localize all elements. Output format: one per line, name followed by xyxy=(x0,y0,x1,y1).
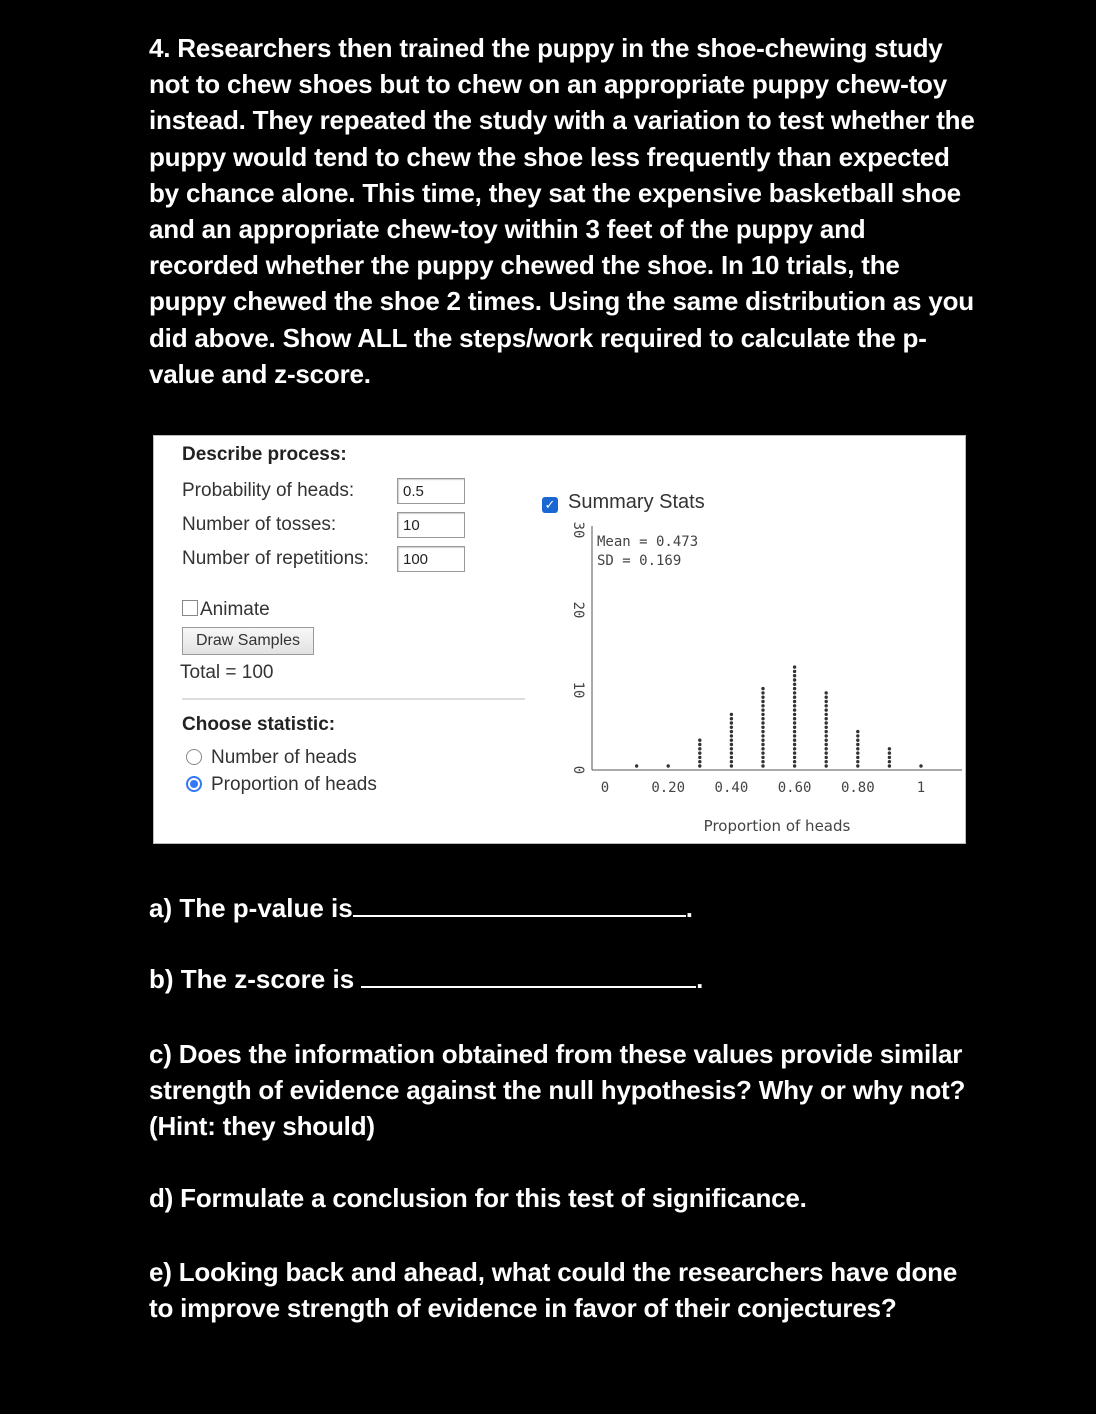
data-dot xyxy=(793,691,796,694)
data-dot xyxy=(667,764,670,767)
panel-divider xyxy=(182,698,525,700)
data-dot xyxy=(825,726,828,729)
proportion-of-heads-label: Proportion of heads xyxy=(211,774,377,795)
data-dot xyxy=(825,743,828,746)
question-b-text: b) The z-score is xyxy=(149,964,355,994)
data-dot xyxy=(793,665,796,668)
data-dot xyxy=(761,751,764,754)
data-dot xyxy=(825,764,828,767)
data-dot xyxy=(761,764,764,767)
animate-checkbox[interactable] xyxy=(182,600,198,616)
question-a-text: a) The p-value is xyxy=(149,893,353,923)
data-dot xyxy=(730,739,733,742)
data-dot xyxy=(888,756,891,759)
data-dot xyxy=(730,730,733,733)
data-dot xyxy=(761,760,764,763)
animate-label: Animate xyxy=(200,599,270,620)
data-dot xyxy=(761,696,764,699)
data-dot xyxy=(825,730,828,733)
y-tick-label: 20 xyxy=(570,601,586,619)
data-dot xyxy=(793,760,796,763)
tosses-label: Number of tosses: xyxy=(182,514,337,535)
mean-text: Mean = 0.473 xyxy=(597,534,699,550)
data-dot xyxy=(761,713,764,716)
question-emphasis: Show ALL the steps/work required to calculate the p-value and z-score. xyxy=(149,322,927,389)
data-dot xyxy=(888,760,891,763)
data-dot xyxy=(793,687,796,690)
data-dot xyxy=(698,751,701,754)
data-dot xyxy=(698,764,701,767)
sd-text: SD = 0.169 xyxy=(597,553,682,569)
data-dot xyxy=(856,739,859,742)
data-dot xyxy=(761,730,764,733)
data-dot xyxy=(888,747,891,750)
data-dot xyxy=(761,747,764,750)
summary-stats-label: Summary Stats xyxy=(568,491,705,513)
data-dot xyxy=(825,708,828,711)
question-text xyxy=(149,30,979,392)
data-dot xyxy=(761,739,764,742)
data-dot xyxy=(825,691,828,694)
data-dot xyxy=(761,721,764,724)
data-dot xyxy=(825,717,828,720)
data-dot xyxy=(761,691,764,694)
data-dot xyxy=(761,756,764,759)
data-dot xyxy=(761,717,764,720)
data-dot xyxy=(888,751,891,754)
data-dot xyxy=(761,704,764,707)
data-dot xyxy=(888,764,891,767)
data-dot xyxy=(825,700,828,703)
data-dot xyxy=(761,700,764,703)
data-dot xyxy=(730,743,733,746)
data-dot xyxy=(856,743,859,746)
simulation-applet xyxy=(153,435,966,844)
x-tick-label: 0.60 xyxy=(777,780,812,796)
y-tick-label: 30 xyxy=(570,521,586,539)
data-dot xyxy=(825,760,828,763)
question-e: e) Looking back and ahead, what could the researchers have done to improve strength of evidence in favor of their conjectures? xyxy=(149,1257,958,1323)
data-dot xyxy=(856,747,859,750)
data-dot xyxy=(793,696,796,699)
data-dot xyxy=(793,678,796,681)
data-dot xyxy=(793,704,796,707)
period: . xyxy=(696,964,704,994)
question-a xyxy=(149,893,693,924)
data-dot xyxy=(698,743,701,746)
data-dot xyxy=(825,721,828,724)
total-count: Total = 100 xyxy=(180,662,274,683)
x-tick-label: 0 xyxy=(600,780,610,796)
proportion-of-heads-radio[interactable] xyxy=(186,776,202,792)
data-dot xyxy=(793,764,796,767)
data-dot xyxy=(793,730,796,733)
number-of-heads-label: Number of heads xyxy=(211,747,357,768)
data-dot xyxy=(856,756,859,759)
data-dot xyxy=(825,713,828,716)
data-dot xyxy=(730,734,733,737)
data-dot xyxy=(761,726,764,729)
x-tick-label: 0.80 xyxy=(840,780,875,796)
y-tick-label: 10 xyxy=(570,681,586,699)
data-dot xyxy=(793,739,796,742)
draw-samples-button[interactable]: Draw Samples xyxy=(182,627,314,655)
data-dot xyxy=(793,670,796,673)
data-dot xyxy=(761,743,764,746)
data-dot xyxy=(730,721,733,724)
data-dot xyxy=(761,708,764,711)
data-dot xyxy=(635,764,638,767)
x-tick-label: 1 xyxy=(916,780,926,796)
data-dot xyxy=(825,751,828,754)
data-dot xyxy=(793,734,796,737)
data-dot xyxy=(793,674,796,677)
data-dot xyxy=(856,734,859,737)
data-dot xyxy=(730,726,733,729)
data-dot xyxy=(698,760,701,763)
data-dot xyxy=(856,751,859,754)
choose-statistic-heading: Choose statistic: xyxy=(182,714,336,735)
data-dot xyxy=(825,734,828,737)
data-dot xyxy=(761,734,764,737)
data-dot xyxy=(698,756,701,759)
question-d: d) Formulate a conclusion for this test of significance. xyxy=(149,1183,807,1213)
dotplot-chart xyxy=(524,506,964,836)
data-dot xyxy=(698,747,701,750)
data-dot xyxy=(825,704,828,707)
question-c: c) Does the information obtained from these values provide similar strength of evidence against the null hypothesis? Why or why not? (Hint: they should) xyxy=(149,1039,966,1141)
data-dot xyxy=(856,760,859,763)
data-dot xyxy=(793,726,796,729)
data-dot xyxy=(856,730,859,733)
data-dot xyxy=(793,751,796,754)
data-dot xyxy=(825,756,828,759)
data-dot xyxy=(698,739,701,742)
data-dot xyxy=(856,764,859,767)
statistic-option-proportion[interactable] xyxy=(186,774,377,796)
data-dot xyxy=(825,747,828,750)
probability-label: Probability of heads: xyxy=(182,480,355,501)
x-axis-label: Proportion of heads xyxy=(703,817,851,835)
data-dot xyxy=(825,696,828,699)
x-tick-label: 0.40 xyxy=(714,780,749,796)
data-dot xyxy=(730,713,733,716)
animate-option[interactable] xyxy=(182,599,270,621)
data-dot xyxy=(919,764,922,767)
data-dot xyxy=(793,708,796,711)
repetitions-label: Number of repetitions: xyxy=(182,548,369,569)
probability-input[interactable]: 0.5 xyxy=(397,478,465,504)
data-dot xyxy=(793,683,796,686)
y-tick-label: 0 xyxy=(570,765,586,775)
data-dot xyxy=(793,713,796,716)
checkmark-icon[interactable]: ✓ xyxy=(542,497,558,513)
data-dot xyxy=(793,756,796,759)
data-dot xyxy=(793,743,796,746)
data-dot xyxy=(793,717,796,720)
tosses-input[interactable]: 10 xyxy=(397,512,465,538)
period: . xyxy=(685,893,693,923)
data-dot xyxy=(730,756,733,759)
number-of-heads-radio[interactable] xyxy=(186,749,202,765)
data-dot xyxy=(730,764,733,767)
data-dot xyxy=(793,747,796,750)
statistic-option-number[interactable] xyxy=(186,747,357,769)
question-body: 4. Researchers then trained the puppy in the shoe-chewing study not to chew shoes but to chew on an appropriate puppy chew-toy instead. They repeated the study with a variation to test whether the puppy would tend to chew the shoe less frequently than expected by chance alone. This time, they sat the expensive basketball shoe and an appropriate chew-toy within 3 feet of the puppy and recorded whether the puppy chewed the shoe. In 10 trials, the puppy chewed the shoe 2 times. Using the same distribution as you did above. xyxy=(149,33,975,353)
repetitions-input[interactable]: 100 xyxy=(397,546,465,572)
question-b xyxy=(149,964,703,995)
data-dot xyxy=(730,751,733,754)
x-tick-label: 0.20 xyxy=(651,780,686,796)
data-dot xyxy=(793,721,796,724)
data-dot xyxy=(730,760,733,763)
data-dot xyxy=(761,687,764,690)
describe-process-heading: Describe process: xyxy=(182,444,347,465)
answer-b-blank[interactable] xyxy=(361,986,696,988)
data-dot xyxy=(793,700,796,703)
data-dot xyxy=(730,747,733,750)
data-dot xyxy=(730,717,733,720)
data-dot xyxy=(825,739,828,742)
answer-a-blank[interactable] xyxy=(353,915,686,917)
